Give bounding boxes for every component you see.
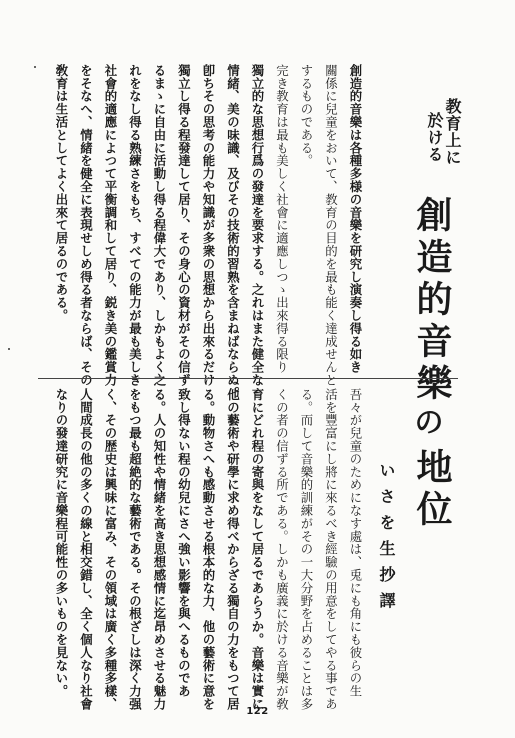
text-column: れをなし得る熟練さをもち、すべての能力が最も美しき: [127, 64, 143, 387]
page-number: 122: [246, 706, 269, 717]
text-column: 育にどれ程の寄與をなして居るであらうか。音樂は實に: [250, 388, 265, 711]
title-particle: の: [408, 406, 443, 436]
text-column: するものである。: [299, 64, 314, 168]
text-column: 情緒、美の味識、及びその技術的習熟を含まねばならぬ。: [225, 64, 241, 400]
margin-mark: [34, 66, 36, 68]
byline: いさを生抄譯: [377, 462, 396, 618]
text-column: 活を豐富にし將に來るべき經驗の用意をしてやる事であ: [323, 388, 339, 711]
text-column: る。而して音樂的訓練がその一大分野を占めることは多: [299, 388, 314, 711]
title-main: 創造的音樂: [411, 196, 453, 406]
text-column: 創造的音樂は各種多様の音樂を研究し演奏し得る如き: [348, 64, 363, 374]
text-column: をもつ最も超絶的な藝術である。その根ざしは深く力强: [127, 388, 143, 711]
text-column: 關係に兒童をおいて、教育の目的を最も能く達成せんと: [323, 64, 339, 387]
title-tail: 地位: [411, 448, 453, 532]
text-column: 社會的適應によつて平衡調和して居り、鋭き美の鑑賞力: [103, 64, 118, 387]
text-column: 卽ちその思考の能力や知識が多衆の思想から出來るだけ: [201, 64, 216, 387]
text-column: をそなへ、情緒を健全に表現せしめ得る者ならば、その: [78, 64, 94, 387]
title-prefix-line1: 教育上に: [443, 98, 462, 166]
text-column: 敎育は生活としてよく出來て居るのである。: [54, 64, 69, 322]
text-column: くの者の信ずる所である。しかも廣義に於ける音樂が敎: [274, 388, 290, 711]
text-column: 他の藝術や研學に求め得べからざる獨自の力をもつて居: [225, 388, 241, 711]
margin-mark: [8, 348, 10, 350]
text-column: く、その歴史は興味に富み、その領域は廣く多種多樣、: [103, 388, 118, 711]
text-column: 吾々が兒童のためになす處は、兎にも角にも彼らの生: [348, 388, 363, 698]
title-prefix-line2: 於ける: [425, 112, 444, 163]
section-divider: [38, 378, 458, 379]
text-column: 人間成長の他の多くの線と相交錯し、全く個人なり社會: [78, 388, 94, 711]
text-column: るまゝに自由に活動し得る程偉大であり、しかもよく之: [152, 64, 167, 387]
text-column: 致し得ない程の幼兒にさへ強い影響を與へるものであ: [176, 388, 192, 698]
text-column: る。動物さへも感動させる根本的な力、他の藝術に意を: [201, 388, 216, 711]
text-column: る。人の知性や情緒を高き思想感情に迄昂めさせる魅力: [152, 388, 167, 711]
text-column: 獨立し得る程發達して居り、その身心の資材がその信ず: [176, 64, 192, 387]
text-column: 完き教育は最も美しく社會に適應しつゝ出來得る限り: [274, 64, 290, 374]
text-column: 獨立的な思想行爲の發達を要求する。之れはまた健全な: [250, 64, 265, 387]
text-column: なりの發達研究に音樂程可能性の多いものを見ない。: [54, 388, 69, 698]
